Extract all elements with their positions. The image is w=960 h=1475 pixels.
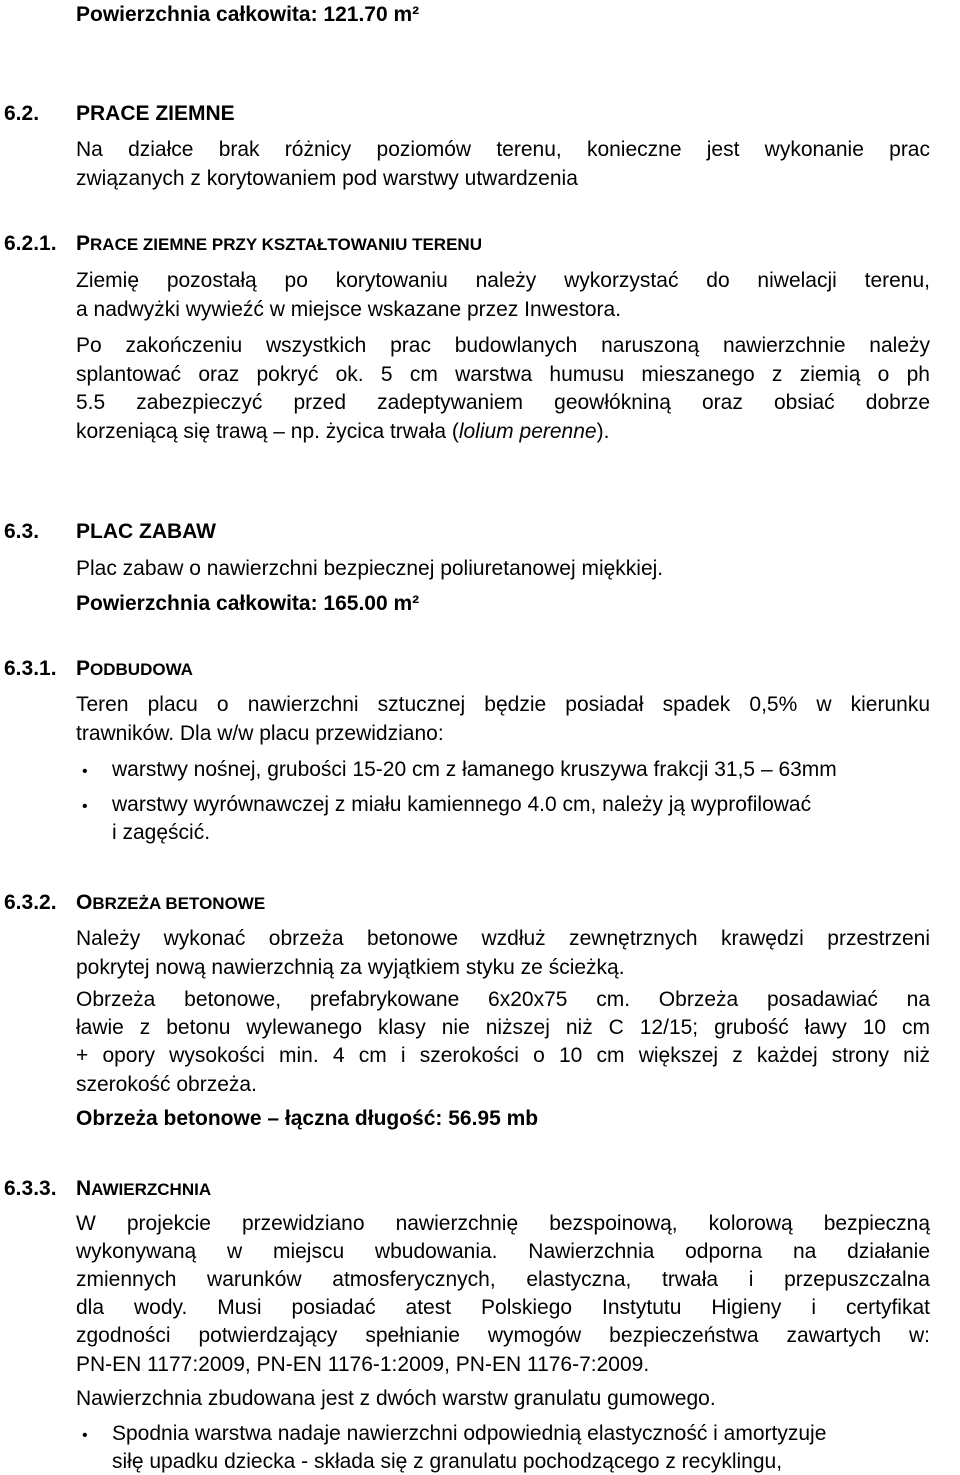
paragraph-line: ławie z betonu wylewanego klasy nie niższej niż C 12/15; grubość ławy 10 cm [76,1016,930,1039]
paragraph-line: związanych z korytowaniem pod warstwy utwardzenia [76,167,578,190]
list-item: warstwy wyrównawczej z miału kamiennego 4.0 cm, należy ją wyprofilować [112,793,812,816]
list-item: warstwy nośnej, grubości 15-20 cm z łamanego kruszywa frakcji 31,5 – 63mm [112,758,837,781]
bullet-icon: • [82,798,88,815]
paragraph-line: Należy wykonać obrzeża betonowe wzdłuż zewnętrznych krawędzi przestrzeni [76,927,930,950]
paragraph-line: Na działce brak różnicy poziomów terenu, konieczne jest wykonanie prac [76,138,930,161]
section-title-prace-ziemne: PRACE ZIEMNE [76,102,235,125]
paragraph-line: szerokość obrzeża. [76,1073,257,1096]
list-item: siłę upadku dziecka - składa się z granulatu pochodzącego z recyklingu, [112,1450,783,1473]
paragraph-line: W projekcie przewidziano nawierzchnię bezspoinową, kolorową bezpieczną [76,1212,930,1235]
paragraph-line: 5.5 zabezpieczyć przed zadeptywaniem geowłókniną oraz obsiać dobrze [76,391,930,414]
section-number-6-3: 6.3. [4,520,40,543]
list-item: Spodnia warstwa nadaje nawierzchni odpowiednią elastyczność i amortyzuje [112,1422,827,1445]
section-number-6-2-1: 6.2.1. [4,232,57,255]
paragraph-line: Po zakończeniu wszystkich prac budowlanych naruszoną nawierzchnie należy [76,334,930,357]
paragraph-line: + opory wysokości min. 4 cm i szerokości o 10 cm większej z każdej strony niż [76,1044,930,1067]
bullet-icon: • [82,763,88,780]
paragraph-line: zmiennych warunków atmosferycznych, elastyczna, trwała i przepuszczalna [76,1268,930,1291]
paragraph-line: Teren placu o nawierzchni sztucznej będzie posiadał spadek 0,5% w kierunku [76,693,930,716]
section-title-obrzeza: OBRZEŻA BETONOWE [76,891,266,914]
section-title-nawierzchnia: NAWIERZCHNIA [76,1177,212,1200]
paragraph-line: Plac zabaw o nawierzchni bezpiecznej poliuretanowej miękkiej. [76,557,664,580]
paragraph-line: dla wody. Musi posiadać atest Polskiego Instytutu Higieny i certyfikat [76,1296,930,1319]
total-length-curbs: Obrzeża betonowe – łączna długość: 56.95 mb [76,1107,539,1130]
paragraph-line: Obrzeża betonowe, prefabrykowane 6x20x75 cm. Obrzeża posadawiać na [76,988,930,1011]
paragraph-line: splantować oraz pokryć ok. 5 cm warstwa humusu mieszanego z ziemią o ph [76,363,930,386]
section-title-podbudowa: PODBUDOWA [76,657,193,680]
section-title-plac-zabaw: PLAC ZABAW [76,520,216,543]
paragraph-line: Ziemię pozostałą po korytowaniu należy wykorzystać do niwelacji terenu, [76,269,930,292]
section-number-6-2: 6.2. [4,102,40,125]
paragraph-line: korzeniącą się trawą – np. życica trwała (lolium perenne). [76,420,610,443]
paragraph-line: wykonywaną w miejscu wbudowania. Nawierzchnia odporna na działanie [76,1240,930,1263]
paragraph-line: Nawierzchnia zbudowana jest z dwóch warstw granulatu gumowego. [76,1387,716,1410]
paragraph-line: a nadwyżki wywieźć w miejsce wskazane przez Inwestora. [76,298,622,321]
total-area-heading: Powierzchnia całkowita: 121.70 m² [76,3,420,26]
section-number-6-3-2: 6.3.2. [4,891,57,914]
total-area-playground: Powierzchnia całkowita: 165.00 m² [76,592,420,615]
paragraph-line: trawników. Dla w/w placu przewidziano: [76,722,444,745]
paragraph-line: pokrytej nową nawierzchnią za wyjątkiem styku ze ścieżką. [76,956,625,979]
paragraph-line: PN-EN 1177:2009, PN-EN 1176-1:2009, PN-EN 1176-7:2009. [76,1353,650,1376]
section-number-6-3-3: 6.3.3. [4,1177,57,1200]
list-item: i zagęścić. [112,821,211,844]
bullet-icon: • [82,1427,88,1444]
paragraph-line: zgodności potwierdzający spełnianie wymogów bezpieczeństwa zawartych w: [76,1324,930,1347]
section-number-6-3-1: 6.3.1. [4,657,57,680]
section-title-prace-ziemne-ksztaltowanie: PRACE ZIEMNE PRZY KSZTAŁTOWANIU TERENU [76,232,482,255]
